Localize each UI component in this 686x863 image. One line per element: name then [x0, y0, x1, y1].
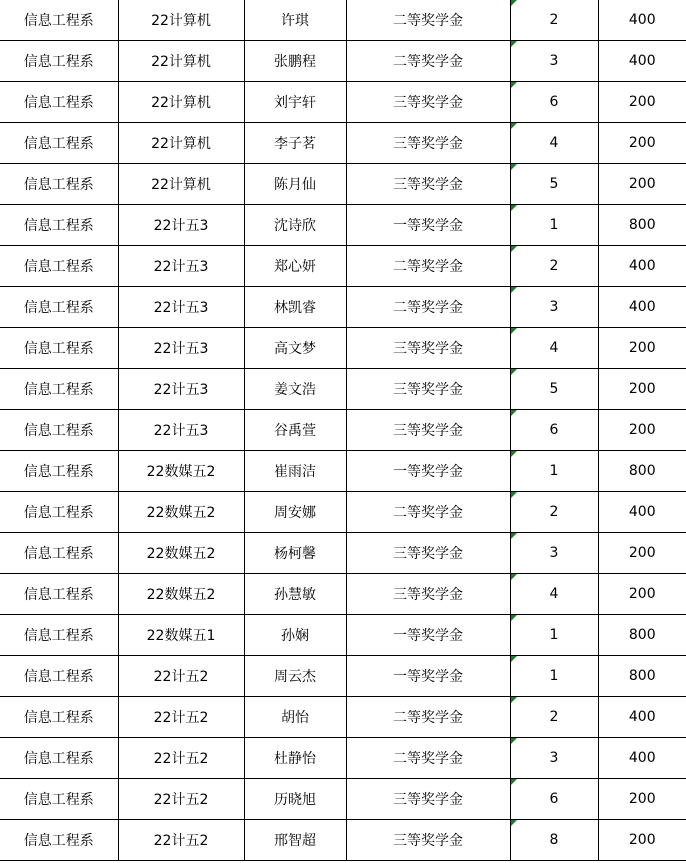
cell-text: 张鹏程 [274, 54, 316, 70]
cell-text: 400 [628, 709, 656, 725]
amount-cell[interactable] [598, 656, 686, 697]
department-cell[interactable] [0, 697, 118, 738]
number-as-text-indicator-icon [511, 697, 517, 703]
cell-text: 2 [549, 504, 559, 520]
department-cell[interactable] [0, 492, 118, 533]
class-cell[interactable] [118, 164, 244, 205]
cell-text: 1 [549, 627, 559, 643]
cell-text: 22计五2 [153, 833, 209, 849]
cell-text: 三等奖学金 [393, 95, 463, 111]
cell-text: 一等奖学金 [393, 464, 463, 480]
table-row [0, 41, 686, 82]
award-cell[interactable] [346, 615, 510, 656]
cell-text: 二等奖学金 [393, 54, 463, 70]
class-cell[interactable] [118, 246, 244, 287]
amount-cell[interactable] [598, 492, 686, 533]
amount-cell[interactable] [598, 82, 686, 123]
amount-cell[interactable] [598, 287, 686, 328]
amount-cell[interactable] [598, 451, 686, 492]
cell-text: 22计五3 [153, 382, 209, 398]
class-cell[interactable] [118, 820, 244, 861]
amount-cell[interactable] [598, 328, 686, 369]
department-cell[interactable] [0, 410, 118, 451]
cell-text: 信息工程系 [23, 833, 94, 849]
student-name-cell[interactable] [244, 246, 346, 287]
cell-text: 22计五3 [153, 218, 209, 234]
amount-cell[interactable] [598, 574, 686, 615]
cell-text: 4 [549, 586, 559, 602]
cell-text: 4 [549, 340, 559, 356]
award-cell[interactable] [346, 820, 510, 861]
number-as-text-indicator-icon [511, 328, 517, 334]
table-row [0, 533, 686, 574]
cell-text: 200 [628, 791, 656, 807]
cell-text: 信息工程系 [23, 710, 94, 726]
amount-cell[interactable] [598, 779, 686, 820]
cell-text: 400 [628, 53, 656, 69]
cell-text: 二等奖学金 [393, 300, 463, 316]
cell-text: 信息工程系 [23, 423, 94, 439]
cell-text: 2 [549, 258, 559, 274]
cell-text: 三等奖学金 [393, 423, 463, 439]
cell-text: 2 [549, 709, 559, 725]
cell-text: 400 [628, 750, 656, 766]
amount-cell[interactable] [598, 123, 686, 164]
cell-text: 一等奖学金 [393, 628, 463, 644]
class-cell[interactable] [118, 205, 244, 246]
student-name-cell[interactable] [244, 615, 346, 656]
table-row [0, 246, 686, 287]
cell-text: 22数媒五2 [146, 546, 216, 562]
cell-text: 3 [549, 299, 559, 315]
amount-cell[interactable] [598, 697, 686, 738]
department-cell[interactable] [0, 205, 118, 246]
amount-cell[interactable] [598, 41, 686, 82]
cell-text: 陈月仙 [274, 177, 316, 193]
award-cell[interactable] [346, 574, 510, 615]
cell-text: 信息工程系 [23, 546, 94, 562]
cell-text: 3 [549, 545, 559, 561]
rank-cell[interactable] [510, 779, 598, 820]
cell-text: 22计五2 [153, 669, 209, 685]
cell-text: 二等奖学金 [393, 710, 463, 726]
rank-cell[interactable] [510, 164, 598, 205]
table-row [0, 738, 686, 779]
cell-text: 22计算机 [151, 54, 211, 70]
cell-text: 三等奖学金 [393, 382, 463, 398]
cell-text: 22计五2 [153, 751, 209, 767]
award-cell[interactable] [346, 492, 510, 533]
number-as-text-indicator-icon [511, 779, 517, 785]
cell-text: 信息工程系 [23, 669, 94, 685]
cell-text: 200 [628, 586, 656, 602]
award-cell[interactable] [346, 697, 510, 738]
number-as-text-indicator-icon [511, 82, 517, 88]
rank-cell[interactable] [510, 328, 598, 369]
cell-text: 22计算机 [151, 136, 211, 152]
cell-text: 高文梦 [274, 341, 316, 357]
award-cell[interactable] [346, 533, 510, 574]
number-as-text-indicator-icon [511, 287, 517, 293]
department-cell[interactable] [0, 246, 118, 287]
cell-text: 400 [628, 504, 656, 520]
rank-cell[interactable] [510, 205, 598, 246]
cell-text: 信息工程系 [23, 95, 94, 111]
student-name-cell[interactable] [244, 779, 346, 820]
cell-text: 5 [549, 176, 559, 192]
department-cell[interactable] [0, 574, 118, 615]
number-as-text-indicator-icon [511, 369, 517, 375]
rank-cell[interactable] [510, 123, 598, 164]
department-cell[interactable] [0, 41, 118, 82]
cell-text: 三等奖学金 [393, 136, 463, 152]
cell-text: 谷禹萱 [274, 423, 316, 439]
amount-cell[interactable] [598, 369, 686, 410]
cell-text: 信息工程系 [23, 54, 94, 70]
cell-text: 8 [549, 832, 559, 848]
cell-text: 22计算机 [151, 177, 211, 193]
cell-text: 22数媒五1 [146, 628, 216, 644]
award-cell[interactable] [346, 82, 510, 123]
class-cell[interactable] [118, 656, 244, 697]
cell-text: 三等奖学金 [393, 341, 463, 357]
rank-cell[interactable] [510, 369, 598, 410]
cell-text: 22数媒五2 [146, 464, 216, 480]
student-name-cell[interactable] [244, 123, 346, 164]
table-row [0, 779, 686, 820]
award-cell[interactable] [346, 246, 510, 287]
department-cell[interactable] [0, 779, 118, 820]
cell-text: 周云杰 [274, 669, 316, 685]
department-cell[interactable] [0, 123, 118, 164]
class-cell[interactable] [118, 533, 244, 574]
cell-text: 22计五3 [153, 300, 209, 316]
cell-text: 3 [549, 750, 559, 766]
rank-cell[interactable] [510, 615, 598, 656]
cell-text: 1 [549, 668, 559, 684]
cell-text: 22计五3 [153, 259, 209, 275]
cell-text: 1 [549, 463, 559, 479]
cell-text: 200 [628, 545, 656, 561]
class-cell[interactable] [118, 287, 244, 328]
class-cell[interactable] [118, 41, 244, 82]
cell-text: 22数媒五2 [146, 587, 216, 603]
department-cell[interactable] [0, 656, 118, 697]
department-cell[interactable] [0, 369, 118, 410]
table-row [0, 697, 686, 738]
table-row [0, 820, 686, 861]
department-cell[interactable] [0, 328, 118, 369]
number-as-text-indicator-icon [511, 656, 517, 662]
cell-text: 200 [628, 176, 656, 192]
amount-cell[interactable] [598, 533, 686, 574]
department-cell[interactable] [0, 82, 118, 123]
class-cell[interactable] [118, 0, 244, 41]
rank-cell[interactable] [510, 656, 598, 697]
student-name-cell[interactable] [244, 697, 346, 738]
cell-text: 200 [628, 381, 656, 397]
number-as-text-indicator-icon [511, 41, 517, 47]
cell-text: 400 [628, 299, 656, 315]
student-name-cell[interactable] [244, 820, 346, 861]
number-as-text-indicator-icon [511, 574, 517, 580]
cell-text: 22计五2 [153, 792, 209, 808]
class-cell[interactable] [118, 492, 244, 533]
cell-text: 林凯睿 [274, 300, 316, 316]
cell-text: 姜文浩 [274, 382, 316, 398]
student-name-cell[interactable] [244, 533, 346, 574]
table-row [0, 369, 686, 410]
amount-cell[interactable] [598, 164, 686, 205]
class-cell[interactable] [118, 738, 244, 779]
cell-text: 许琪 [281, 13, 309, 29]
rank-cell[interactable] [510, 246, 598, 287]
award-cell[interactable] [346, 205, 510, 246]
cell-text: 信息工程系 [23, 628, 94, 644]
table-row [0, 574, 686, 615]
cell-text: 22计五3 [153, 423, 209, 439]
department-cell[interactable] [0, 738, 118, 779]
class-cell[interactable] [118, 697, 244, 738]
class-cell[interactable] [118, 82, 244, 123]
rank-cell[interactable] [510, 492, 598, 533]
cell-text: 6 [549, 422, 559, 438]
cell-text: 信息工程系 [23, 136, 94, 152]
cell-text: 李子茗 [274, 136, 316, 152]
rank-cell[interactable] [510, 410, 598, 451]
cell-text: 崔雨洁 [274, 464, 316, 480]
class-cell[interactable] [118, 615, 244, 656]
cell-text: 二等奖学金 [393, 259, 463, 275]
award-cell[interactable] [346, 410, 510, 451]
table-row [0, 123, 686, 164]
award-cell[interactable] [346, 0, 510, 41]
class-cell[interactable] [118, 369, 244, 410]
cell-text: 200 [628, 832, 656, 848]
cell-text: 信息工程系 [23, 259, 94, 275]
department-cell[interactable] [0, 533, 118, 574]
cell-text: 200 [628, 422, 656, 438]
cell-text: 800 [628, 217, 656, 233]
cell-text: 沈诗欣 [274, 218, 316, 234]
cell-text: 信息工程系 [23, 341, 94, 357]
table-row [0, 328, 686, 369]
department-cell[interactable] [0, 0, 118, 41]
award-cell[interactable] [346, 369, 510, 410]
rank-cell[interactable] [510, 738, 598, 779]
class-cell[interactable] [118, 451, 244, 492]
cell-text: 22计五3 [153, 341, 209, 357]
rank-cell[interactable] [510, 451, 598, 492]
cell-text: 信息工程系 [23, 382, 94, 398]
rank-cell[interactable] [510, 697, 598, 738]
award-cell[interactable] [346, 451, 510, 492]
cell-text: 200 [628, 94, 656, 110]
number-as-text-indicator-icon [511, 492, 517, 498]
class-cell[interactable] [118, 410, 244, 451]
cell-text: 800 [628, 627, 656, 643]
cell-text: 信息工程系 [23, 587, 94, 603]
number-as-text-indicator-icon [511, 164, 517, 170]
table-row [0, 492, 686, 533]
award-cell[interactable] [346, 164, 510, 205]
cell-text: 200 [628, 135, 656, 151]
cell-text: 3 [549, 53, 559, 69]
cell-text: 6 [549, 94, 559, 110]
cell-text: 信息工程系 [23, 218, 94, 234]
number-as-text-indicator-icon [511, 205, 517, 211]
cell-text: 三等奖学金 [393, 546, 463, 562]
cell-text: 一等奖学金 [393, 218, 463, 234]
award-cell[interactable] [346, 41, 510, 82]
cell-text: 200 [628, 340, 656, 356]
class-cell[interactable] [118, 779, 244, 820]
table-row [0, 451, 686, 492]
student-name-cell[interactable] [244, 492, 346, 533]
cell-text: 4 [549, 135, 559, 151]
rank-cell[interactable] [510, 820, 598, 861]
class-cell[interactable] [118, 328, 244, 369]
table-row [0, 410, 686, 451]
cell-text: 22计算机 [151, 95, 211, 111]
department-cell[interactable] [0, 615, 118, 656]
cell-text: 二等奖学金 [393, 13, 463, 29]
cell-text: 6 [549, 791, 559, 807]
cell-text: 22计算机 [151, 13, 211, 29]
amount-cell[interactable] [598, 615, 686, 656]
amount-cell[interactable] [598, 820, 686, 861]
cell-text: 孙娴 [281, 628, 309, 644]
table-row [0, 0, 686, 41]
cell-text: 周安娜 [274, 505, 316, 521]
cell-text: 400 [628, 12, 656, 28]
rank-cell[interactable] [510, 41, 598, 82]
number-as-text-indicator-icon [511, 533, 517, 539]
award-cell[interactable] [346, 738, 510, 779]
number-as-text-indicator-icon [511, 246, 517, 252]
class-cell[interactable] [118, 574, 244, 615]
award-cell[interactable] [346, 779, 510, 820]
table-row [0, 656, 686, 697]
table-row [0, 287, 686, 328]
number-as-text-indicator-icon [511, 820, 517, 826]
cell-text: 一等奖学金 [393, 669, 463, 685]
table-row [0, 82, 686, 123]
student-name-cell[interactable] [244, 82, 346, 123]
department-cell[interactable] [0, 820, 118, 861]
cell-text: 22计五2 [153, 710, 209, 726]
cell-text: 三等奖学金 [393, 833, 463, 849]
student-name-cell[interactable] [244, 41, 346, 82]
cell-text: 刘宇轩 [274, 95, 316, 111]
number-as-text-indicator-icon [511, 123, 517, 129]
number-as-text-indicator-icon [511, 615, 517, 621]
rank-cell[interactable] [510, 533, 598, 574]
cell-text: 郑心妍 [274, 259, 316, 275]
cell-text: 信息工程系 [23, 792, 94, 808]
cell-text: 400 [628, 258, 656, 274]
department-cell[interactable] [0, 451, 118, 492]
cell-text: 杜静怡 [274, 751, 316, 767]
rank-cell[interactable] [510, 287, 598, 328]
award-cell[interactable] [346, 328, 510, 369]
number-as-text-indicator-icon [511, 410, 517, 416]
cell-text: 三等奖学金 [393, 587, 463, 603]
amount-cell[interactable] [598, 410, 686, 451]
rank-cell[interactable] [510, 574, 598, 615]
student-name-cell[interactable] [244, 328, 346, 369]
student-name-cell[interactable] [244, 287, 346, 328]
cell-text: 二等奖学金 [393, 505, 463, 521]
cell-text: 二等奖学金 [393, 751, 463, 767]
cell-text: 信息工程系 [23, 177, 94, 193]
student-name-cell[interactable] [244, 738, 346, 779]
amount-cell[interactable] [598, 738, 686, 779]
cell-text: 信息工程系 [23, 751, 94, 767]
department-cell[interactable] [0, 164, 118, 205]
class-cell[interactable] [118, 123, 244, 164]
cell-text: 信息工程系 [23, 300, 94, 316]
cell-text: 信息工程系 [23, 505, 94, 521]
student-name-cell[interactable] [244, 205, 346, 246]
cell-text: 杨柯馨 [274, 546, 316, 562]
department-cell[interactable] [0, 287, 118, 328]
cell-text: 信息工程系 [23, 464, 94, 480]
award-cell[interactable] [346, 656, 510, 697]
number-as-text-indicator-icon [511, 738, 517, 744]
amount-cell[interactable] [598, 246, 686, 287]
cell-text: 800 [628, 463, 656, 479]
cell-text: 胡怡 [281, 710, 309, 726]
student-name-cell[interactable] [244, 451, 346, 492]
cell-text: 5 [549, 381, 559, 397]
award-cell[interactable] [346, 287, 510, 328]
cell-text: 三等奖学金 [393, 792, 463, 808]
student-name-cell[interactable] [244, 410, 346, 451]
rank-cell[interactable] [510, 0, 598, 41]
student-name-cell[interactable] [244, 369, 346, 410]
number-as-text-indicator-icon [511, 451, 517, 457]
award-cell[interactable] [346, 123, 510, 164]
table-row [0, 615, 686, 656]
number-as-text-indicator-icon [511, 0, 517, 6]
cell-text: 信息工程系 [23, 13, 94, 29]
cell-text: 1 [549, 217, 559, 233]
student-name-cell[interactable] [244, 656, 346, 697]
cell-text: 三等奖学金 [393, 177, 463, 193]
cell-text: 800 [628, 668, 656, 684]
cell-text: 历晓旭 [274, 792, 316, 808]
student-name-cell[interactable] [244, 0, 346, 41]
student-name-cell[interactable] [244, 574, 346, 615]
cell-text: 2 [549, 12, 559, 28]
student-name-cell[interactable] [244, 164, 346, 205]
cell-text: 22数媒五2 [146, 505, 216, 521]
table-row [0, 205, 686, 246]
rank-cell[interactable] [510, 82, 598, 123]
cell-text: 孙慧敏 [274, 587, 316, 603]
cell-text: 邢智超 [274, 833, 316, 849]
table-row [0, 164, 686, 205]
amount-cell[interactable] [598, 0, 686, 41]
amount-cell[interactable] [598, 205, 686, 246]
